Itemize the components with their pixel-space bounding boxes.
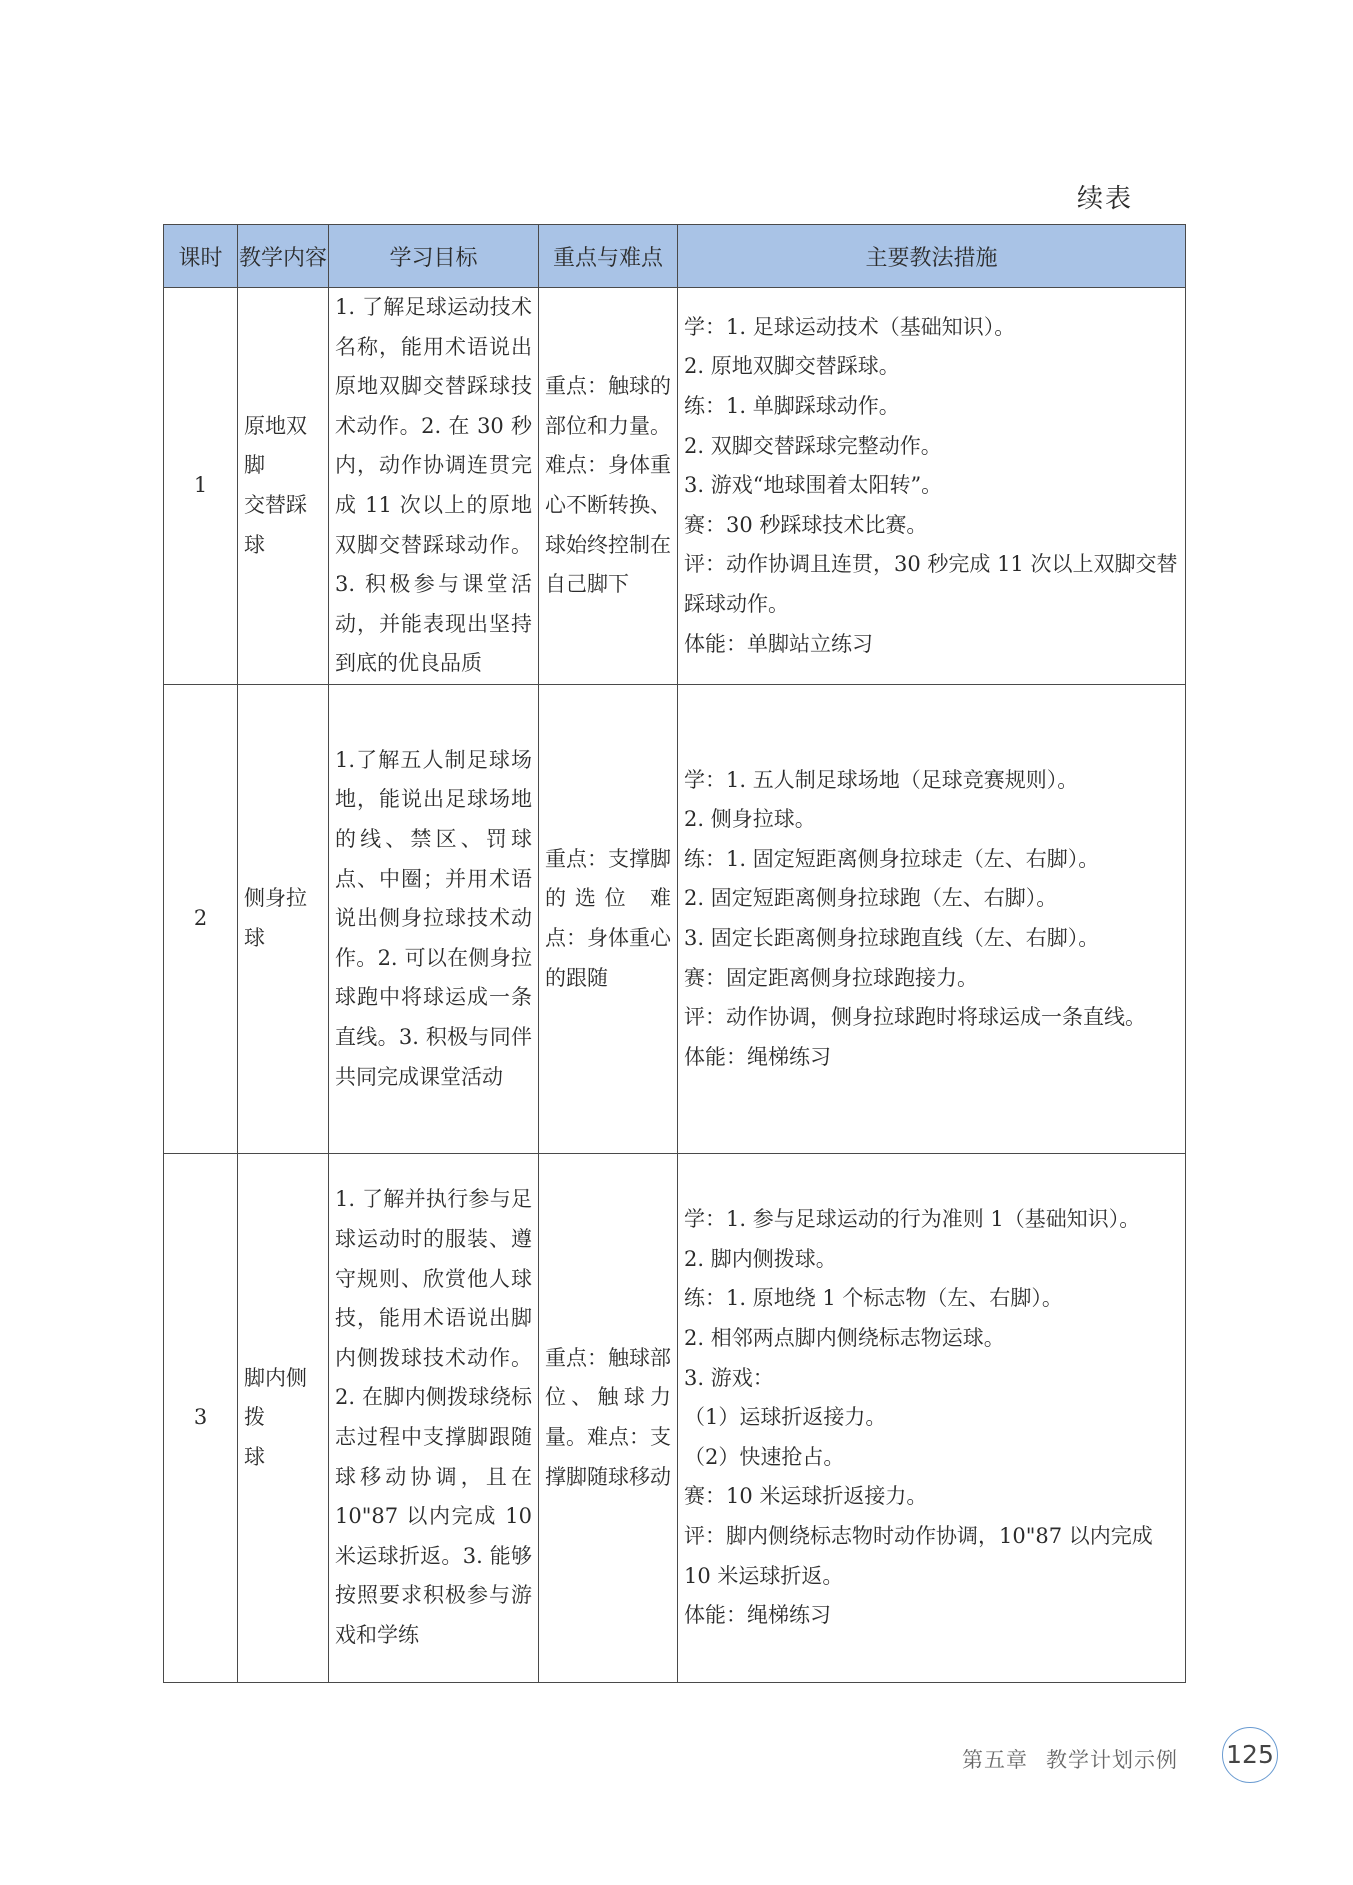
method-line: 2. 相邻两点脚内侧绕标志物运球。 (684, 1326, 1005, 1351)
method-line: 体能：绳梯练习 (684, 1044, 831, 1069)
table-row (164, 1154, 1186, 1683)
header-lesson: 课时 (164, 225, 238, 288)
content-line: 原地双脚 (244, 413, 307, 478)
method-line: 学：1. 参与足球运动的行为准则 1（基础知识）。 (684, 1207, 1141, 1232)
key-points: 重点：支撑脚的选位 难点：身体重心的跟随 (539, 685, 678, 1154)
header-focus: 重点与难点 (539, 225, 678, 288)
lesson-content (238, 1154, 329, 1683)
method-line: 练：1. 原地绕 1 个标志物（左、右脚）。 (684, 1286, 1063, 1311)
method-line: 练：1. 固定短距离侧身拉球走（左、右脚）。 (684, 846, 1100, 871)
teaching-methods (678, 1154, 1186, 1683)
method-line: 3. 游戏“地球围着太阳转”。 (684, 473, 943, 498)
learning-goals: 1. 了解足球运动技术名称，能用术语说出原地双脚交替踩球技术动作。2. 在 30 秒内，动作协调连贯完成 11 次以上的原地双脚交替踩球动作。3. 积极参与课堂活动，并能表现出坚持到底的优良品质 (329, 288, 539, 685)
header-methods: 主要教法措施 (678, 225, 1186, 288)
header-content: 教学内容 (238, 225, 329, 288)
chapter-label: 第五章 (962, 1748, 1028, 1772)
method-line: 赛：固定距离侧身拉球跑接力。 (684, 965, 978, 990)
content-line: 球 (244, 1444, 265, 1469)
chapter-title: 教学计划示例 (1046, 1748, 1178, 1772)
method-line: 2. 固定短距离侧身拉球跑（左、右脚）。 (684, 886, 1058, 911)
table-header-row (164, 225, 1186, 288)
method-line: 2. 双脚交替踩球完整动作。 (684, 433, 942, 458)
lesson-number: 3 (164, 1154, 238, 1683)
content-line: 侧身拉球 (244, 886, 307, 950)
teaching-methods (678, 685, 1186, 1154)
method-line: 3. 游戏： (684, 1365, 774, 1390)
lesson-content (238, 685, 329, 1154)
method-line: 评：脚内侧绕标志物时动作协调，10"87 以内完成 10 米运球折返。 (684, 1523, 1153, 1588)
page-number: 125 (1222, 1727, 1278, 1783)
key-points: 重点：触球部位、触球力量。难点：支撑脚随球移动 (539, 1154, 678, 1683)
table-row (164, 288, 1186, 685)
method-line: 赛：30 秒踩球技术比赛。 (684, 512, 928, 537)
method-line: 2. 侧身拉球。 (684, 807, 816, 832)
method-line: 体能：单脚站立练习 (684, 631, 873, 656)
method-line: 赛：10 米运球折返接力。 (684, 1484, 928, 1509)
method-line: 评：动作协调且连贯，30 秒完成 11 次以上双脚交替踩球动作。 (684, 552, 1178, 616)
method-line: 学：1. 五人制足球场地（足球竞赛规则）。 (684, 767, 1079, 792)
method-line: （1）运球折返接力。 (684, 1405, 887, 1430)
page-footer (962, 1744, 1178, 1774)
key-points: 重点：触球的部位和力量。难点：身体重心不断转换、球始终控制在自己脚下 (539, 288, 678, 685)
method-line: 2. 脚内侧拨球。 (684, 1246, 837, 1271)
header-goals: 学习目标 (329, 225, 539, 288)
method-line: （2）快速抢占。 (684, 1444, 845, 1469)
content-line: 脚内侧拨 (244, 1365, 307, 1430)
method-line: 3. 固定长距离侧身拉球跑直线（左、右脚）。 (684, 926, 1100, 950)
teaching-plan-table (163, 224, 1186, 1683)
content-line: 交替踩球 (244, 493, 307, 557)
method-line: 评：动作协调，侧身拉球跑时将球运成一条直线。 (684, 1005, 1146, 1030)
learning-goals: 1.了解五人制足球场地，能说出足球场地的线、禁区、罚球点、中圈；并用术语说出侧身拉球技术动作。2. 可以在侧身拉球跑中将球运成一条直线。3. 积极与同伴共同完成课堂活动 (329, 685, 539, 1154)
method-line: 2. 原地双脚交替踩球。 (684, 354, 900, 379)
learning-goals: 1. 了解并执行参与足球运动时的服装、遵守规则、欣赏他人球技，能用术语说出脚内侧拨球技术动作。2. 在脚内侧拨球绕标志过程中支撑脚跟随球移动协调，且在 10"87 以内完成 10 米运球折返。3. 能够按照要求积极参与游戏和学练 (329, 1154, 539, 1683)
method-line: 学：1. 足球运动技术（基础知识）。 (684, 314, 1016, 339)
lesson-number: 2 (164, 685, 238, 1154)
lesson-content (238, 288, 329, 685)
lesson-number: 1 (164, 288, 238, 685)
teaching-methods (678, 288, 1186, 685)
continued-table-label: 续表 (1076, 184, 1133, 214)
method-line: 练：1. 单脚踩球动作。 (684, 394, 900, 419)
method-line: 体能：绳梯练习 (684, 1603, 831, 1628)
table-row (164, 685, 1186, 1154)
